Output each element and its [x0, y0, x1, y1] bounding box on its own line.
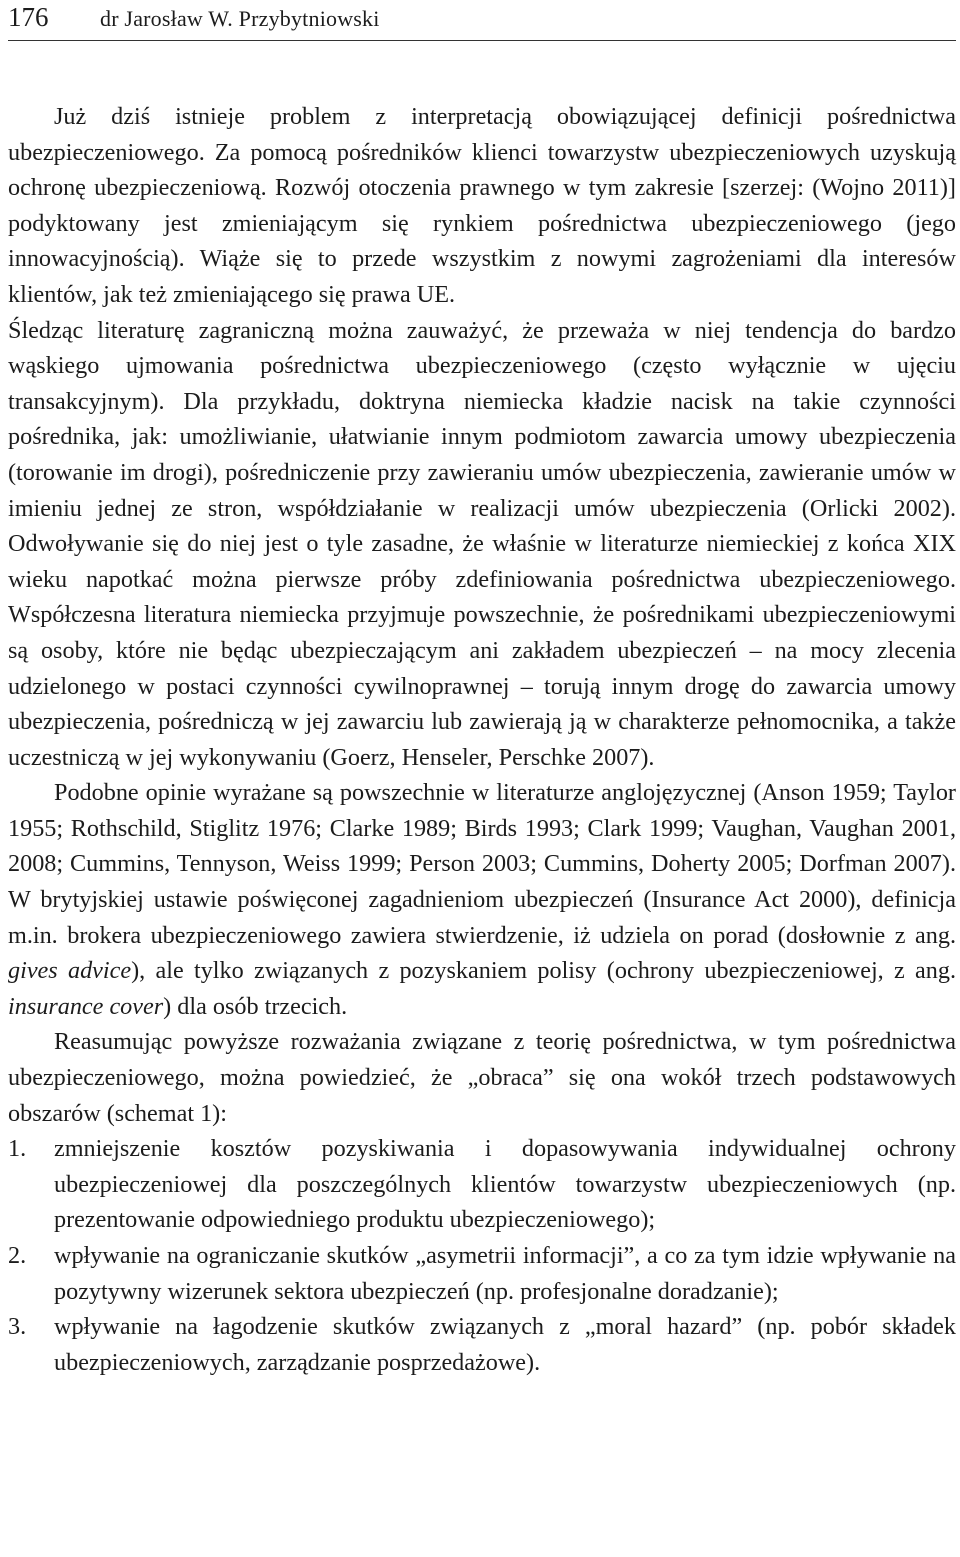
list-item-number: 2. — [8, 1242, 27, 1269]
list-item — [8, 1238, 956, 1309]
list-item-number: 1. — [8, 1135, 27, 1163]
paragraph-3 — [8, 775, 956, 1024]
list-item-text: wpływanie na łagodzenie skutków związanych z „moral hazard” (np. pobór składek ubezpieczeniowych, zarządzanie posprzedażowe). — [54, 1313, 956, 1376]
page-number: 176 — [8, 2, 49, 32]
page-header — [8, 0, 956, 41]
list-item — [8, 1131, 956, 1238]
running-head-author: dr Jarosław W. Przybytniowski — [100, 6, 380, 31]
paragraph-3-text-b: ), ale tylko związanych z pozyskaniem polisy (ochrony ubezpieczeniowej, z ang. — [131, 957, 956, 985]
list-item-text: zmniejszenie kosztów pozyskiwania i dopasowywania indywidualnej ochrony ubezpieczeniowej dla poszczególnych klientów towarzystw ubezpieczeniowych (np. prezentowanie odpowiedniego produktu ubezpieczeniowego); — [54, 1135, 956, 1234]
paragraph-3-text-a: Podobne opinie wyrażane są powszechnie w literaturze anglojęzycznej (Anson 1959; Taylor 1955; Rothschild, Stiglitz 1976; Clarke 1989; Birds 1993; Clark 1999; Vaughan, Vaughan 2001, 2008; Cummins, Tennyson, Weiss 1999; Person 2003; Cummins, Doherty 2005; Dorfman 2007). W brytyjskiej ustawie poświęconej zagadnieniom ubezpieczeń (Insurance Act 2000), definicja m.in. brokera ubezpieczeniowego zawiera stwierdzenie, iż udziela on porad (dosłownie z ang. — [8, 779, 956, 949]
paragraph-2: Śledząc literaturę zagraniczną można zauważyć, że przeważa w niej tendencja do bardzo wąskiego ujmowania pośrednictwa ubezpieczeniowego (często wyłącznie w ujęciu transakcyjnym). Dla przykładu, doktryna niemiecka kładzie nacisk na takie czynności pośrednika, jak: umożliwianie, ułatwianie innym podmiotom zawarcia umowy ubezpieczenia (torowanie im drogi), pośredniczenie przy zawieraniu umów ubezpieczenia, zawieranie umów w imieniu jednej ze stron, współdziałanie w realizacji umów ubezpieczenia (Orlicki 2002). Odwoływanie się do niej jest o tyle zasadne, że właśnie w literaturze niemieckiej z końca XIX wieku napotkać można pierwsze próby zdefiniowania pośrednictwa ubezpieczeniowego. Współczesna literatura niemiecka przyjmuje powszechnie, że pośrednikami ubezpieczeniowymi są osoby, które nie będąc ubezpieczającym ani zakładem ubezpieczeń – na mocy zlecenia udzielonego w postaci czynności cywilnoprawnej – torują innym drogę do zawarcia umowy ubezpieczenia, pośredniczą w jej zawarciu lub zawierają ją w charakterze pełnomocnika, a także uczestniczą w jej wykonywaniu (Goerz, Henseler, Perschke 2007). — [8, 316, 956, 771]
paragraph-4: Reasumując powyższe rozważania związane z teorię pośrednictwa, w tym pośrednictwa ubezpieczeniowego, można powiedzieć, że „obraca” się ona wokół trzech podstawowych obszarów (schemat 1): — [8, 1028, 956, 1127]
list-item — [8, 1309, 956, 1380]
paragraph-3-text-c: ) dla osób trzecich. — [163, 992, 348, 1020]
italic-term-insurance-cover: insurance cover — [8, 992, 164, 1020]
numbered-list — [8, 1131, 956, 1380]
list-item-text: wpływanie na ograniczanie skutków „asymetrii informacji”, a co za tym idzie wpływanie na pozytywny wizerunek sektora ubezpieczeń (np. profesjonalne doradzanie); — [54, 1242, 956, 1305]
paragraph-1: Już dziś istnieje problem z interpretacją obowiązującej definicji pośrednictwa ubezpieczeniowego. Za pomocą pośredników klienci towarzystw ubezpieczeniowych uzyskują ochronę ubezpieczeniową. Rozwój otoczenia prawnego w tym zakresie [szerzej: (Wojno 2011)] podyktowany jest zmieniającym się rynkiem pośrednictwa ubezpieczeniowego (jego innowacyjnością). Wiąże się to przede wszystkim z nowymi zagrożeniami dla interesów klientów, jak też zmieniającego się prawa UE. — [8, 103, 956, 308]
body-text — [8, 99, 956, 1380]
italic-term-gives-advice: gives advice — [8, 957, 132, 985]
list-item-number: 3. — [8, 1313, 27, 1341]
